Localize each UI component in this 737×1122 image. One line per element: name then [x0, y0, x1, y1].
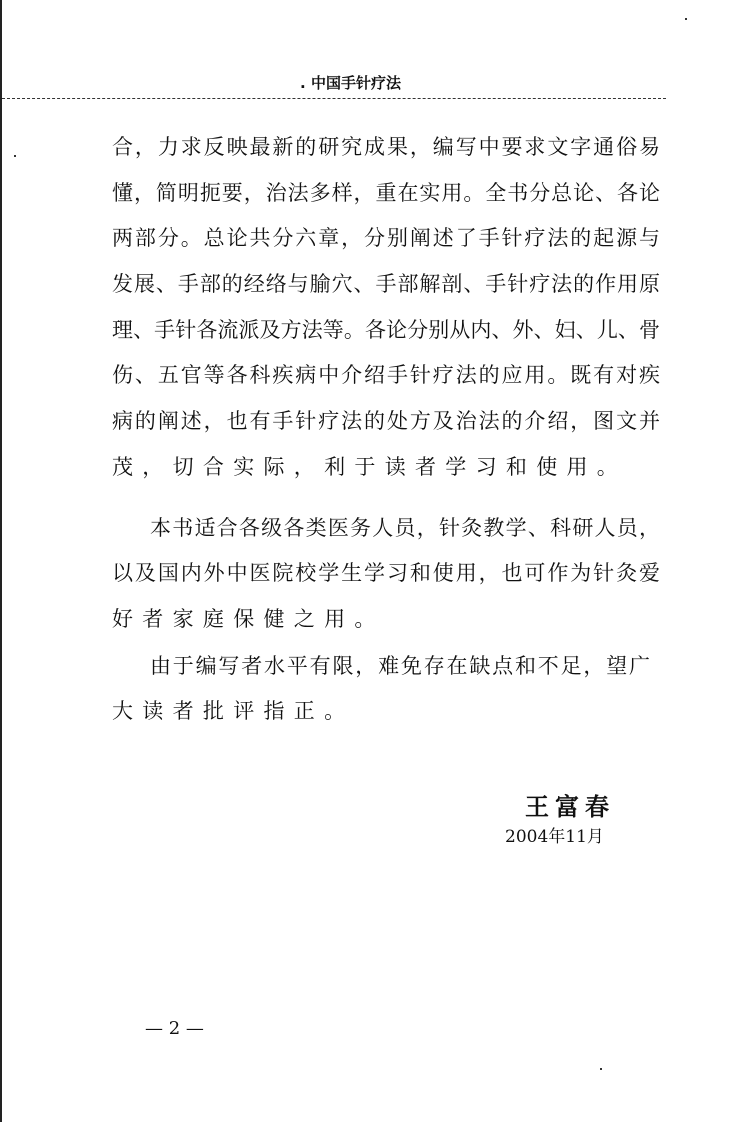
text-line: 两部分。总论共分六章，分别阐述了手针疗法的起源与: [112, 226, 660, 250]
header-mark: .: [300, 74, 306, 92]
text-line: 发展、手部的经络与腧穴、手部解剖、手针疗法的作用原: [112, 272, 660, 296]
text-line: 懂，简明扼要，治法多样，重在实用。全书分总论、各论: [112, 181, 660, 205]
page-edge: [0, 0, 2, 1122]
text-line: 大读者批评指正。: [112, 699, 355, 723]
text-line: 以及国内外中医院校学生学习和使用，也可作为针灸爱: [112, 561, 660, 585]
scan-speck: [14, 155, 16, 157]
text-line: 理、手针各流派及方法等。各论分别从内、外、妇、儿、骨: [112, 318, 660, 342]
text-line: 茂，切合实际，利于读者学习和使用。: [112, 455, 628, 479]
text-line: 伤、五官等各科疾病中介绍手针疗法的应用。既有对疾: [112, 363, 660, 387]
text-line: 合，力求反映最新的研究成果，编写中要求文字通俗易: [112, 135, 660, 159]
author-signature: 王富春: [525, 792, 615, 821]
signature-date: 2004年11月: [505, 827, 604, 847]
text-line: 由于编写者水平有限，难免存在缺点和不足，望广: [150, 654, 650, 678]
page-number: — 2 —: [145, 1018, 204, 1039]
running-header: [300, 72, 401, 93]
text-line: 好者家庭保健之用。: [112, 607, 385, 631]
scan-speck: [685, 18, 687, 20]
scan-speck: [600, 1068, 602, 1070]
text-line: 本书适合各级各类医务人员，针灸教学、科研人员，: [150, 516, 660, 540]
header-divider: [2, 98, 666, 99]
header-title: 中国手针疗法: [310, 74, 401, 92]
text-line: 病的阐述，也有手针疗法的处方及治法的介绍，图文并: [112, 409, 660, 433]
